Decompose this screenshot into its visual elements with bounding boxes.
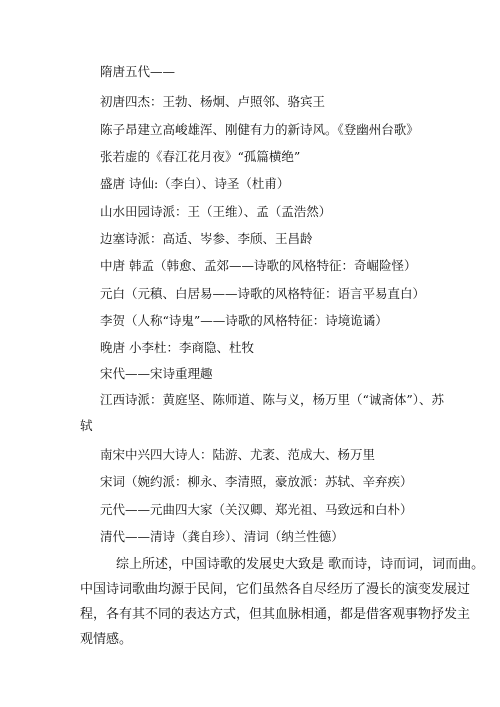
text-line-qing-dynasty: 清代——清诗（龚自珍）、清词（纳兰性德）: [100, 529, 344, 544]
text-line-yuan-bai: 元白（元稹、白居易——诗歌的风格特征：语言平易直白）: [100, 286, 426, 301]
text-line-song-ci: 宋词（婉约派：柳永、李清照，豪放派：苏轼、辛弃疾）: [100, 474, 413, 489]
summary-line-4: 观情感。: [80, 632, 133, 647]
text-line-southern-song: 南宋中兴四大诗人：陆游、尤袤、范成大、杨万里: [100, 447, 376, 462]
summary-line-1: 综上所述，中国诗歌的发展史大致是 歌而诗，诗而词，词而曲。: [116, 557, 485, 572]
text-line-chen-ziang: 陈子昂建立高峻雄浑、刚健有力的新诗风。《登幽州台歌》: [100, 122, 419, 137]
text-line-high-tang: 盛唐 诗仙:（李白）、诗圣（杜甫）: [100, 176, 290, 191]
section-heading-song: 宋代——宋诗重理趣: [100, 366, 213, 381]
text-line-landscape-school: 山水田园诗派：王（王维）、孟（孟浩然）: [100, 204, 332, 219]
text-line-frontier-school: 边塞诗派：高适、岑参、李颀、王昌龄: [100, 231, 313, 246]
text-line-late-tang: 晚唐 小李杜：李商隐、杜牧: [100, 340, 254, 355]
text-line-jiangxi-continuation: 轼: [80, 418, 93, 433]
summary-line-3: 程，各有其不同的表达方式，但其血脉相通，都是借客观事物抒发主: [80, 607, 471, 622]
text-line-jiangxi-school: 江西诗派：黄庭坚、陈师道、陈与义，杨万里（“诚斋体”）、苏: [100, 392, 445, 407]
text-line-zhang-ruoxu: 张若虚的《春江花月夜》“孤篇横绝”: [100, 149, 301, 164]
section-heading-sui-tang: 隋唐五代——: [100, 64, 176, 79]
text-line-yuan-dynasty: 元代——元曲四大家（关汉卿、郑光祖、马致远和白朴）: [100, 502, 413, 517]
text-line-mid-tang: 中唐 韩孟（韩愈、孟郊——诗歌的风格特征：奇崛险怪）: [100, 258, 417, 273]
summary-line-2: 中国诗词歌曲均源于民间，它们虽然各自尽经历了漫长的演变发展过: [80, 582, 471, 597]
text-line-early-tang: 初唐四杰：王勃、杨炯、卢照邻、骆宾王: [100, 94, 326, 109]
text-line-li-he: 李贺（人称“诗鬼”——诗歌的风格特征：诗境诡谲）: [100, 313, 388, 328]
